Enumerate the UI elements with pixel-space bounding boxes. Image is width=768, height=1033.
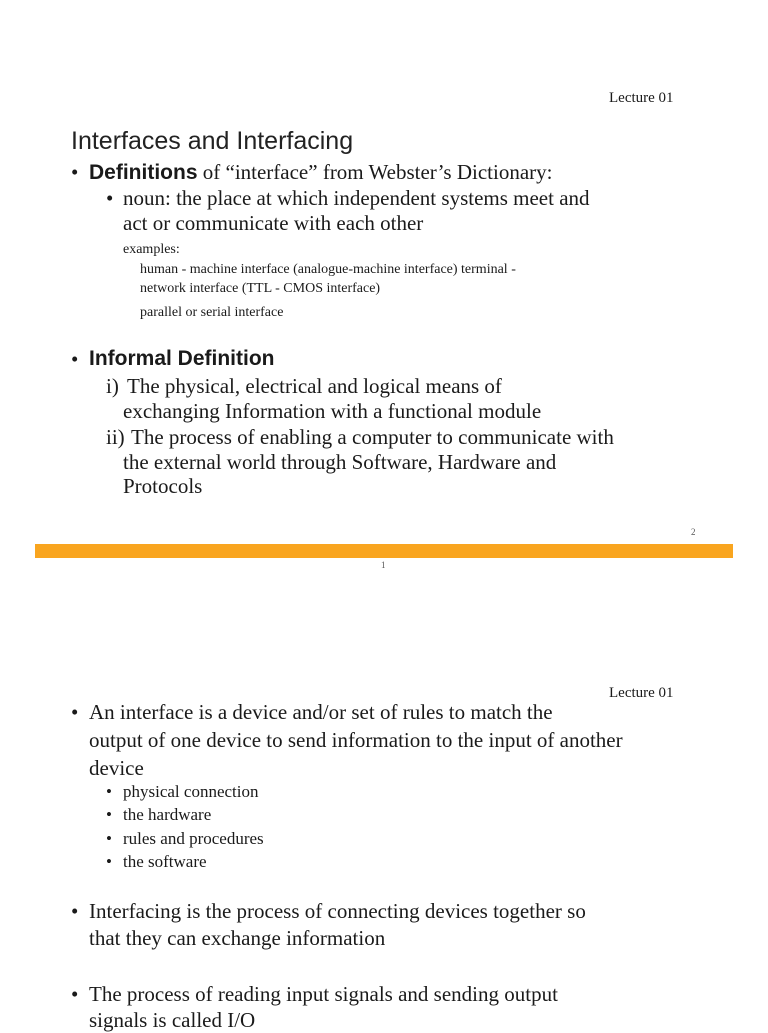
slide-title: Interfaces and Interfacing — [71, 127, 354, 155]
sub-item-4: the software — [123, 852, 207, 871]
bullet-2: • — [71, 899, 79, 923]
bullet-1-line-2: output of one device to send information to the input of another — [89, 728, 623, 752]
bullet-informal: • — [71, 347, 79, 371]
definitions-line — [89, 160, 552, 185]
page-number: 1 — [381, 560, 386, 570]
informal-heading: Informal Definition — [89, 347, 275, 370]
bullet-3-line-2: signals is called I/O — [89, 1008, 256, 1032]
slide-number: 2 — [691, 527, 696, 537]
bullet-definitions: • — [71, 160, 79, 184]
sub-item-2: the hardware — [123, 805, 212, 824]
definitions-bold: Definitions — [89, 161, 198, 184]
noun-line-2: act or communicate with each other — [123, 211, 424, 235]
bullet-2-line-1: Interfacing is the process of connecting devices together so — [89, 899, 586, 923]
lecture-label-slide-2: Lecture 01 — [609, 685, 674, 701]
item-2-line-1: The process of enabling a computer to communicate with — [131, 425, 614, 449]
sub-item-3: rules and procedures — [123, 829, 264, 848]
item-2-marker: ii) — [106, 425, 125, 449]
lecture-label-slide-1: Lecture 01 — [609, 90, 674, 106]
bullet-3-line-1: The process of reading input signals and sending output — [89, 982, 558, 1006]
sub-bullet-4: • — [106, 852, 112, 871]
definitions-rest: of “interface” from Webster’s Dictionary: — [197, 160, 553, 184]
examples-label: examples: — [123, 242, 180, 257]
bullet-3: • — [71, 982, 79, 1006]
sub-bullet-1: • — [106, 782, 112, 801]
bullet-1-line-1: An interface is a device and/or set of rules to match the — [89, 700, 553, 724]
item-1-line-2: exchanging Information with a functional module — [123, 399, 542, 423]
sub-bullet-2: • — [106, 805, 112, 824]
bullet-1-line-3: device — [89, 756, 144, 780]
bullet-noun: • — [106, 186, 114, 210]
item-2-line-2: the external world through Software, Hardware and — [123, 450, 557, 474]
sub-item-1: physical connection — [123, 782, 259, 801]
bullet-2-line-2: that they can exchange information — [89, 926, 386, 950]
example-line-1: human - machine interface (analogue-machine interface) terminal - — [140, 262, 516, 277]
item-1-marker: i) — [106, 374, 119, 398]
example-line-3: parallel or serial interface — [140, 305, 284, 320]
sub-bullet-3: • — [106, 829, 112, 848]
noun-line-1: noun: the place at which independent systems meet and — [123, 186, 590, 210]
example-line-2: network interface (TTL - CMOS interface) — [140, 281, 381, 296]
orange-divider-bar — [35, 544, 733, 558]
bullet-1: • — [71, 700, 79, 724]
item-1-line-1: The physical, electrical and logical means of — [127, 374, 502, 398]
item-2-line-3: Protocols — [123, 474, 203, 498]
